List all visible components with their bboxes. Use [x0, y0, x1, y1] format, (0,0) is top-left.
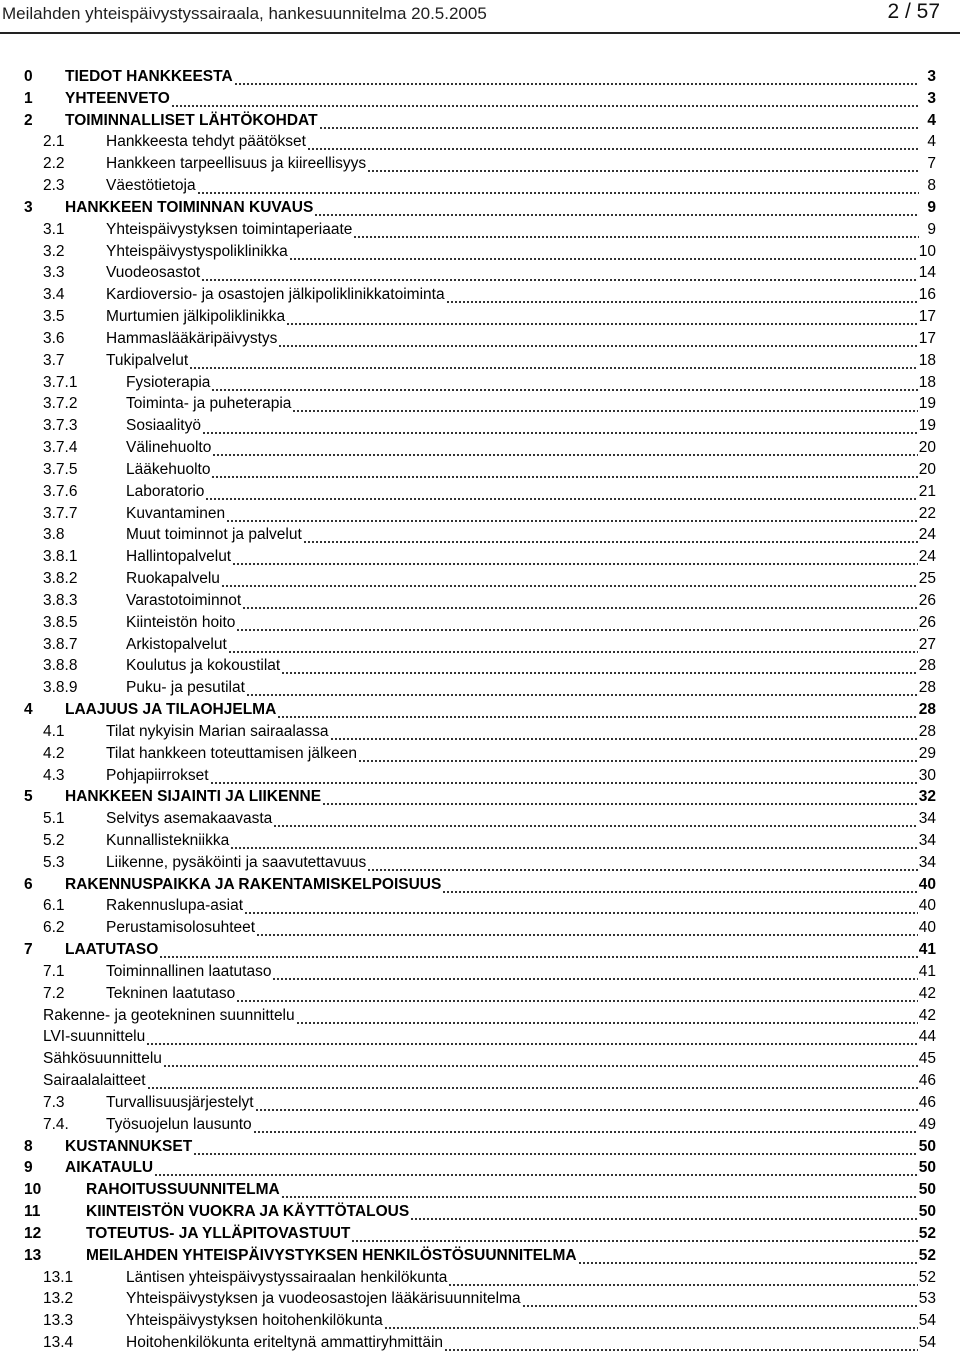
- dot-leader: [444, 1332, 918, 1354]
- toc-entry-number: 5.2: [43, 831, 65, 849]
- toc-entry-title: RAKENNUSPAIKKA JA RAKENTAMISKELPOISUUS: [65, 875, 442, 893]
- page-indicator: 2 / 57: [887, 0, 940, 23]
- toc-entry[interactable]: [0, 568, 960, 590]
- toc-entry-page-number: 54: [918, 1312, 936, 1330]
- toc-entry-number: 10: [24, 1181, 42, 1199]
- toc-entry-page-number: 25: [918, 570, 936, 588]
- toc-entry-page-number: 46: [918, 1093, 936, 1111]
- toc-entry-title: TOIMINNALLISET LÄHTÖKOHDAT: [65, 111, 318, 129]
- toc-entry-page-number: 24: [918, 548, 936, 566]
- toc-entry-page-number: 28: [918, 701, 936, 719]
- toc-entry-number: 3.8.5: [43, 613, 78, 631]
- toc-entry-page-number: 14: [918, 264, 936, 282]
- toc-entry[interactable]: [0, 808, 960, 830]
- toc-entry-number: 3.8: [43, 526, 65, 544]
- dot-leader: [442, 874, 917, 896]
- toc-entry[interactable]: [0, 1005, 960, 1027]
- toc-entry[interactable]: [0, 677, 960, 699]
- toc-entry-page-number: 52: [918, 1246, 936, 1264]
- toc-entry-page-number: 29: [918, 744, 936, 762]
- toc-entry-number: 3.7.1: [43, 373, 78, 391]
- toc-entry[interactable]: [0, 1201, 960, 1223]
- toc-entry-title: Työsuojelun lausunto: [106, 1115, 252, 1133]
- toc-entry-title: LVI-suunnittelu: [43, 1028, 146, 1046]
- dot-leader: [289, 241, 918, 263]
- toc-entry-number: 7.1: [43, 962, 65, 980]
- toc-entry-title: Fysioterapia: [126, 373, 211, 391]
- toc-entry-number: 3.3: [43, 264, 65, 282]
- toc-entry-title: Muut toiminnot ja palvelut: [126, 526, 302, 544]
- toc-entry-title: Yhteispäivystyspoliklinikka: [106, 242, 288, 260]
- toc-entry[interactable]: [0, 1070, 960, 1092]
- toc-entry[interactable]: [0, 830, 960, 852]
- toc-entry-number: 9: [24, 1159, 33, 1177]
- toc-entry-page-number: 18: [918, 351, 936, 369]
- toc-entry[interactable]: [0, 328, 960, 350]
- toc-entry-title: Hankkeen tarpeellisuus ja kiireellisyys: [106, 155, 367, 173]
- toc-entry[interactable]: [0, 1092, 960, 1114]
- toc-entry-title: Tilat hankkeen toteuttamisen jälkeen: [106, 744, 358, 762]
- toc-entry-title: Hallintopalvelut: [126, 548, 232, 566]
- toc-entry[interactable]: [0, 241, 960, 263]
- toc-entry-page-number: 21: [918, 482, 936, 500]
- toc-entry-title: Sairaalalaitteet: [43, 1072, 146, 1090]
- toc-entry-page-number: 50: [918, 1159, 936, 1177]
- dot-leader: [384, 1310, 918, 1332]
- toc-entry-title: Hoitohenkilökunta eriteltynä ammattiryhmittäin: [126, 1334, 444, 1352]
- toc-entry-number: 2.2: [43, 155, 65, 173]
- toc-entry-title: Kuvantaminen: [126, 504, 226, 522]
- toc-entry[interactable]: [0, 350, 960, 372]
- toc-entry-page-number: 19: [918, 417, 936, 435]
- toc-entry[interactable]: [0, 917, 960, 939]
- toc-entry-page-number: 20: [918, 439, 936, 457]
- toc-entry-page-number: 28: [918, 679, 936, 697]
- dot-leader: [367, 153, 919, 175]
- toc-entry[interactable]: [0, 655, 960, 677]
- toc-entry-page-number: 42: [918, 984, 936, 1002]
- toc-entry-page-number: 30: [918, 766, 936, 784]
- toc-entry[interactable]: [0, 1157, 960, 1179]
- toc-entry-title: Vuodeosastot: [106, 264, 201, 282]
- toc-entry-title: Kunnallistekniikka: [106, 831, 230, 849]
- document-title: Meilahden yhteispäivystyssairaala, hankesuunnitelma 20.5.2005: [2, 4, 487, 23]
- toc-entry-title: Kiinteistön hoito: [126, 613, 236, 631]
- toc-entry-number: 3: [24, 198, 33, 216]
- toc-entry-number: 3.7.5: [43, 460, 78, 478]
- dot-leader: [273, 808, 917, 830]
- toc-entry-page-number: 50: [918, 1181, 936, 1199]
- toc-entry-number: 7.3: [43, 1093, 65, 1111]
- toc-entry[interactable]: [0, 634, 960, 656]
- toc-entry-title: AIKATAULU: [65, 1159, 154, 1177]
- dot-leader: [286, 306, 918, 328]
- toc-entry-number: 7.4.: [43, 1115, 69, 1133]
- toc-entry-number: 3.7.6: [43, 482, 78, 500]
- toc-entry-title: Sosiaalityö: [126, 417, 201, 435]
- dot-leader: [255, 1092, 918, 1114]
- toc-entry[interactable]: [0, 284, 960, 306]
- toc-entry-page-number: 27: [918, 635, 936, 653]
- dot-leader: [232, 546, 918, 568]
- toc-entry-number: 1: [24, 89, 33, 107]
- toc-entry[interactable]: [0, 1223, 960, 1245]
- toc-entry-title: Väestötietoja: [106, 177, 196, 195]
- dot-leader: [296, 1005, 918, 1027]
- toc-entry-number: 2.1: [43, 133, 65, 151]
- dot-leader: [211, 372, 917, 394]
- dot-leader: [193, 1136, 918, 1158]
- toc-entry-title: Ruokapalvelu: [126, 570, 220, 588]
- toc-entry-page-number: 34: [918, 831, 936, 849]
- dot-leader: [319, 110, 919, 132]
- toc-entry-number: 12: [24, 1224, 42, 1242]
- toc-entry-title: TOTEUTUS- JA YLLÄPITOVASTUUT: [86, 1224, 351, 1242]
- toc-entry-number: 13.4: [43, 1334, 74, 1352]
- toc-entry-title: Rakennuslupa-asiat: [106, 897, 244, 915]
- toc-entry[interactable]: [0, 262, 960, 284]
- toc-entry[interactable]: [0, 852, 960, 874]
- toc-entry-title: Turvallisuusjärjestelyt: [106, 1093, 254, 1111]
- dot-leader: [256, 917, 918, 939]
- toc-entry-page-number: 20: [918, 460, 936, 478]
- dot-leader: [277, 699, 917, 721]
- toc-entry-page-number: 46: [918, 1072, 936, 1090]
- toc-entry-title: Yhteispäivystyksen hoitohenkilökunta: [126, 1312, 383, 1330]
- toc-entry[interactable]: [0, 503, 960, 525]
- dot-leader: [578, 1245, 918, 1267]
- toc-entry-page-number: 7: [927, 155, 936, 173]
- dot-leader: [146, 1026, 918, 1048]
- toc-entry-title: Kardioversio- ja osastojen jälkipoliklinikkatoiminta: [106, 286, 445, 304]
- toc-entry[interactable]: [0, 481, 960, 503]
- toc-entry-number: 3.8.2: [43, 570, 78, 588]
- toc-entry-page-number: 50: [918, 1203, 936, 1221]
- toc-entry-number: 7: [24, 941, 33, 959]
- dot-leader: [281, 1179, 918, 1201]
- toc-entry[interactable]: [0, 219, 960, 241]
- toc-entry[interactable]: [0, 721, 960, 743]
- toc-entry-page-number: 16: [918, 286, 936, 304]
- toc-entry-title: Hammaslääkäripäivystys: [106, 329, 278, 347]
- toc-entry-page-number: 53: [918, 1290, 936, 1308]
- dot-leader: [154, 1157, 918, 1179]
- toc-entry-title: HANKKEEN SIJAINTI JA LIIKENNE: [65, 788, 322, 806]
- toc-entry[interactable]: [0, 1267, 960, 1289]
- dot-leader: [272, 961, 917, 983]
- toc-entry-number: 3.5: [43, 308, 65, 326]
- toc-entry-page-number: 45: [918, 1050, 936, 1068]
- toc-entry-number: 7.2: [43, 984, 65, 1002]
- toc-entry-page-number: 40: [918, 875, 936, 893]
- toc-entry-title: Arkistopalvelut: [126, 635, 227, 653]
- dot-leader: [205, 481, 917, 503]
- page-header: [0, 0, 960, 34]
- dot-leader: [303, 524, 918, 546]
- toc-entry-number: 3.8.8: [43, 657, 78, 675]
- toc-entry[interactable]: [0, 983, 960, 1005]
- toc-entry-page-number: 8: [927, 177, 936, 195]
- dot-leader: [226, 503, 918, 525]
- toc-entry-title: Varastotoiminnot: [126, 591, 242, 609]
- dot-leader: [446, 284, 918, 306]
- toc-entry-number: 6.1: [43, 897, 65, 915]
- toc-entry-title: TIEDOT HANKKEESTA: [65, 68, 233, 85]
- dot-leader: [201, 262, 918, 284]
- toc-entry-page-number: 34: [918, 810, 936, 828]
- toc-entry[interactable]: [0, 66, 960, 88]
- toc-entry-page-number: 3: [927, 89, 936, 107]
- dot-leader: [236, 983, 917, 1005]
- toc-entry[interactable]: [0, 437, 960, 459]
- toc-entry-page-number: 10: [918, 242, 936, 260]
- toc-entry[interactable]: [0, 743, 960, 765]
- toc-entry[interactable]: [0, 524, 960, 546]
- header-divider: [0, 32, 960, 34]
- toc-entry[interactable]: [0, 1310, 960, 1332]
- toc-entry[interactable]: [0, 961, 960, 983]
- toc-entry-page-number: 3: [927, 68, 936, 85]
- toc-entry-number: 3.8.3: [43, 591, 78, 609]
- toc-entry-page-number: 44: [918, 1028, 936, 1046]
- toc-entry-page-number: 19: [918, 395, 936, 413]
- toc-entry-number: 13.3: [43, 1312, 74, 1330]
- toc-entry[interactable]: [0, 153, 960, 175]
- toc-entry[interactable]: [0, 1026, 960, 1048]
- toc-entry-number: 3.8.7: [43, 635, 78, 653]
- toc-entry-title: Tilat nykyisin Marian sairaalassa: [106, 722, 329, 740]
- toc-entry[interactable]: [0, 1179, 960, 1201]
- toc-entry-page-number: 50: [918, 1137, 936, 1155]
- toc-entry-page-number: 26: [918, 591, 936, 609]
- toc-entry-number: 3.7: [43, 351, 65, 369]
- toc-entry-page-number: 32: [918, 788, 936, 806]
- dot-leader: [448, 1267, 917, 1289]
- toc-entry-page-number: 4: [927, 111, 936, 129]
- dot-leader: [236, 612, 917, 634]
- dot-leader: [210, 765, 918, 787]
- toc-entry-page-number: 28: [918, 657, 936, 675]
- toc-entry-title: Läntisen yhteispäivystyssairaalan henkilökunta: [126, 1268, 448, 1286]
- toc-entry[interactable]: [0, 1332, 960, 1354]
- toc-entry-title: Tekninen laatutaso: [106, 984, 236, 1002]
- toc-entry-page-number: 28: [918, 722, 936, 740]
- toc-entry-title: Rakenne- ja geotekninen suunnittelu: [43, 1006, 295, 1024]
- dot-leader: [159, 939, 917, 961]
- dot-leader: [171, 88, 919, 110]
- dot-leader: [189, 350, 918, 372]
- toc-entry[interactable]: [0, 786, 960, 808]
- dot-leader: [330, 721, 918, 743]
- toc-entry-title: Hankkeesta tehdyt päätökset: [106, 133, 306, 151]
- toc-entry[interactable]: [0, 306, 960, 328]
- toc-entry[interactable]: [0, 393, 960, 415]
- toc-entry-page-number: 9: [927, 220, 936, 238]
- toc-entry-page-number: 4: [927, 133, 936, 151]
- toc-entry-number: 3.7.3: [43, 417, 78, 435]
- toc-entry-title: Laboratorio: [126, 482, 205, 500]
- toc-entry-number: 3.6: [43, 329, 65, 347]
- toc-entry-number: 3.2: [43, 242, 65, 260]
- dot-leader: [211, 459, 917, 481]
- toc-entry-number: 2: [24, 111, 33, 129]
- toc-entry-number: 3.8.1: [43, 548, 78, 566]
- toc-entry-page-number: 54: [918, 1334, 936, 1352]
- toc-entry-title: Lääkehuolto: [126, 460, 211, 478]
- toc-entry-number: 13.1: [43, 1268, 74, 1286]
- toc-entry-number: 13: [24, 1246, 42, 1264]
- toc-entry[interactable]: [0, 1288, 960, 1310]
- toc-entry-title: Välinehuolto: [126, 439, 212, 457]
- dot-leader: [307, 131, 919, 153]
- toc-entry-number: 5.3: [43, 853, 65, 871]
- toc-entry-number: 4: [24, 701, 33, 719]
- dot-leader: [246, 677, 918, 699]
- toc-entry[interactable]: [0, 699, 960, 721]
- toc-entry-page-number: 41: [918, 962, 936, 980]
- toc-entry-title: Puku- ja pesutilat: [126, 679, 245, 697]
- toc-entry-title: Sähkösuunnittelu: [43, 1050, 162, 1068]
- toc-entry-title: Yhteispäivystyksen ja vuodeosastojen lääkärisuunnitelma: [126, 1290, 521, 1308]
- dot-leader: [228, 634, 918, 656]
- toc-entry-number: 2.3: [43, 177, 65, 195]
- toc-entry[interactable]: [0, 546, 960, 568]
- toc-entry[interactable]: [0, 1048, 960, 1070]
- dot-leader: [147, 1070, 918, 1092]
- toc-entry-title: Koulutus ja kokoustilat: [126, 657, 281, 675]
- dot-leader: [230, 830, 918, 852]
- toc-entry-title: Selvitys asemakaavasta: [106, 810, 273, 828]
- toc-entry-number: 4.3: [43, 766, 65, 784]
- dot-leader: [221, 568, 918, 590]
- toc-entry[interactable]: [0, 372, 960, 394]
- toc-entry-title: Liikenne, pysäköinti ja saavutettavuus: [106, 853, 367, 871]
- toc-entry-page-number: 22: [918, 504, 936, 522]
- toc-entry-number: 3.7.4: [43, 439, 78, 457]
- toc-entry-title: HANKKEEN TOIMINNAN KUVAUS: [65, 198, 314, 216]
- toc-entry-page-number: 40: [918, 897, 936, 915]
- toc-entry-title: MEILAHDEN YHTEISPÄIVYSTYKSEN HENKILÖSTÖSUUNNITELMA: [86, 1246, 577, 1264]
- toc-entry-title: Toiminta- ja puheterapia: [126, 395, 292, 413]
- toc-entry-title: LAATUTASO: [65, 941, 159, 959]
- toc-entry-number: 3.7.7: [43, 504, 78, 522]
- toc-entry[interactable]: [0, 88, 960, 110]
- dot-leader: [292, 393, 917, 415]
- toc-entry-number: 3.1: [43, 220, 65, 238]
- dot-leader: [522, 1288, 918, 1310]
- toc-entry-number: 11: [24, 1203, 41, 1221]
- toc-entry-page-number: 18: [918, 373, 936, 391]
- toc-entry-number: 3.4: [43, 286, 65, 304]
- toc-entry-title: KIINTEISTÖN VUOKRA JA KÄYTTÖTALOUS: [86, 1203, 410, 1221]
- toc-entry-title: Toiminnallinen laatutaso: [106, 962, 272, 980]
- toc-entry-title: Tukipalvelut: [106, 351, 189, 369]
- toc-entry-number: 5.1: [43, 810, 65, 828]
- dot-leader: [358, 743, 918, 765]
- toc-entry[interactable]: [0, 175, 960, 197]
- toc-entry-title: Perustamisolosuhteet: [106, 919, 256, 937]
- dot-leader: [281, 655, 918, 677]
- toc-entry-title: Pohjapiirrokset: [106, 766, 209, 784]
- toc-entry-page-number: 24: [918, 526, 936, 544]
- toc-entry-title: RAHOITUSSUUNNITELMA: [86, 1181, 280, 1199]
- toc-entry-page-number: 52: [918, 1224, 936, 1242]
- dot-leader: [244, 895, 918, 917]
- dot-leader: [322, 786, 918, 808]
- toc-entry-number: 6.2: [43, 919, 65, 937]
- toc-entry-page-number: 40: [918, 919, 936, 937]
- toc-entry-number: 3.7.2: [43, 395, 78, 413]
- toc-entry[interactable]: [0, 415, 960, 437]
- dot-leader: [410, 1201, 918, 1223]
- toc-entry[interactable]: [0, 1114, 960, 1136]
- toc-entry[interactable]: [0, 1245, 960, 1267]
- dot-leader: [353, 219, 919, 241]
- dot-leader: [253, 1114, 918, 1136]
- toc-entry[interactable]: [0, 939, 960, 961]
- dot-leader: [351, 1223, 917, 1245]
- dot-leader: [197, 175, 919, 197]
- toc-entry-title: Yhteispäivystyksen toimintaperiaate: [106, 220, 353, 238]
- toc-entry[interactable]: [0, 612, 960, 634]
- toc-entry-number: 3.8.9: [43, 679, 78, 697]
- dot-leader: [367, 852, 918, 874]
- toc-entry[interactable]: [0, 197, 960, 219]
- dot-leader: [212, 437, 917, 459]
- toc-entry[interactable]: [0, 590, 960, 612]
- toc-entry-title: Murtumien jälkipoliklinikka: [106, 308, 286, 326]
- toc-entry-page-number: 42: [918, 1006, 936, 1024]
- toc-entry[interactable]: [0, 874, 960, 896]
- toc-entry-number: 13.2: [43, 1290, 74, 1308]
- dot-leader: [202, 415, 918, 437]
- toc-entry-page-number: 34: [918, 853, 936, 871]
- toc-entry-number: 4.1: [43, 722, 65, 740]
- toc-entry-number: 8: [24, 1137, 33, 1155]
- toc-entry-number: 0: [24, 68, 33, 85]
- toc-entry-page-number: 17: [918, 329, 936, 347]
- toc-entry-title: KUSTANNUKSET: [65, 1137, 193, 1155]
- toc-entry-page-number: 52: [918, 1268, 936, 1286]
- toc-entry-page-number: 9: [927, 198, 936, 216]
- dot-leader: [234, 66, 919, 88]
- toc-entry[interactable]: [0, 895, 960, 917]
- toc-entry[interactable]: [0, 131, 960, 153]
- dot-leader: [278, 328, 917, 350]
- toc-entry-page-number: 41: [918, 941, 936, 959]
- toc-entry-page-number: 49: [918, 1115, 936, 1133]
- toc-entry[interactable]: [0, 1136, 960, 1158]
- toc-entry-page-number: 17: [918, 308, 936, 326]
- toc-entry-number: 5: [24, 788, 33, 806]
- dot-leader: [163, 1048, 918, 1070]
- toc-entry-title: YHTEENVETO: [65, 89, 170, 107]
- dot-leader: [314, 197, 919, 219]
- toc-entry[interactable]: [0, 459, 960, 481]
- toc-entry[interactable]: [0, 765, 960, 787]
- toc-entry-title: LAAJUUS JA TILAOHJELMA: [65, 701, 277, 719]
- dot-leader: [242, 590, 918, 612]
- toc-entry-number: 6: [24, 875, 33, 893]
- toc-entry-number: 4.2: [43, 744, 65, 762]
- toc-entry[interactable]: [0, 110, 960, 132]
- toc-entry-page-number: 26: [918, 613, 936, 631]
- table-of-contents: [0, 66, 960, 1354]
